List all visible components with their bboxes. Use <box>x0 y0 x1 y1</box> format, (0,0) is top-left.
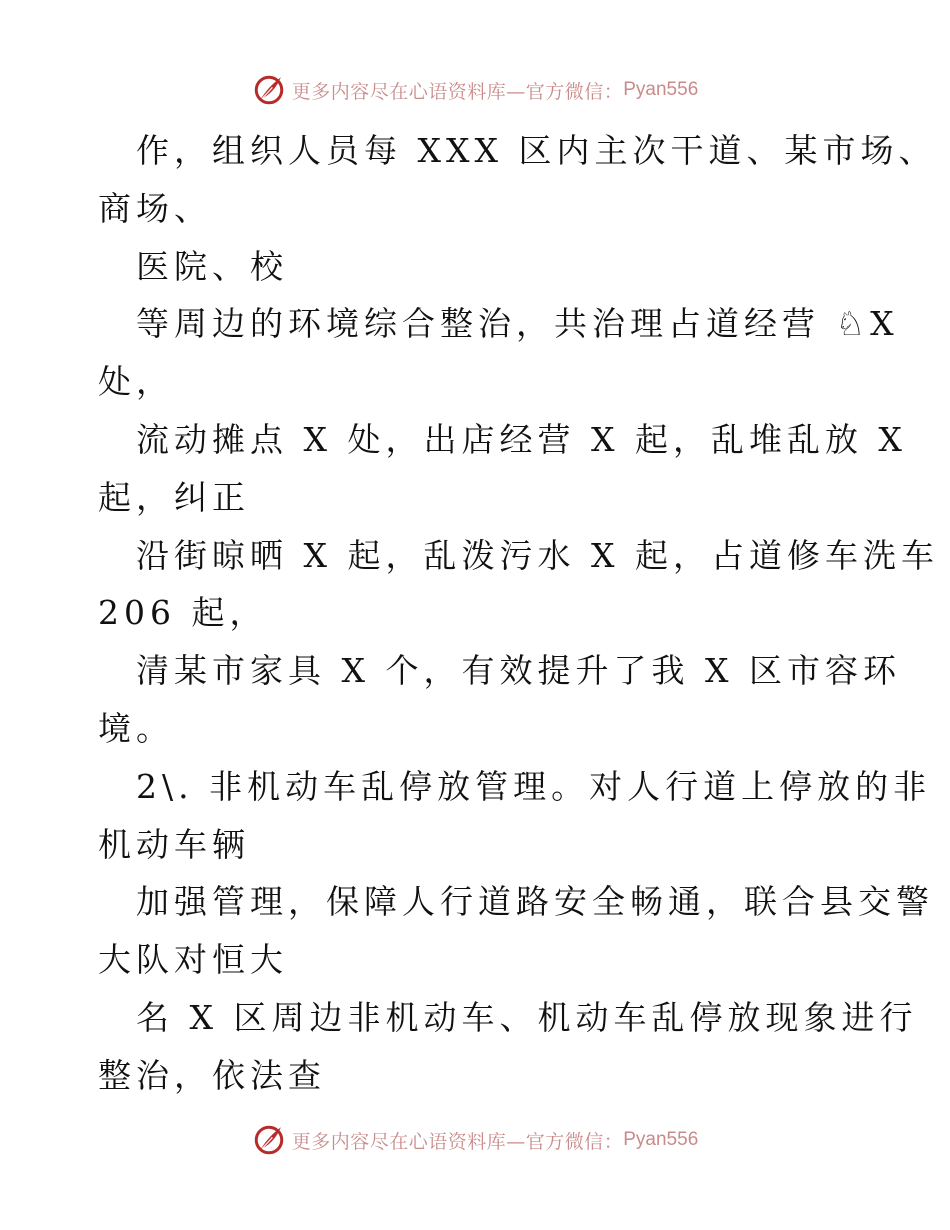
watermark-text: 更多内容尽在心语资料库—官方微信： <box>291 80 624 103</box>
text-line: 206 起， <box>98 593 268 633</box>
footer-watermark <box>0 1120 950 1160</box>
text-line: 名 X 区周边非机动车、机动车乱停放现象进行 <box>136 997 918 1037</box>
text-line: 起，纠正 <box>98 477 250 517</box>
text-line: 2\. 非机动车乱停放管理。对人行道上停放的非 <box>136 766 932 806</box>
text-line: 流动摊点 X 处，出店经营 X 起，乱堆乱放 X <box>136 419 907 459</box>
watermark-wechat-id: Pyan556 <box>623 79 699 100</box>
red-circle-quill-logo-icon <box>252 73 286 107</box>
text-line: 医院、校 <box>136 246 288 286</box>
text-line: 清某市家具 X 个，有效提升了我 X 区市容环 <box>136 651 901 691</box>
text-line: 等周边的环境综合整治，共治理占道经营 ♘X <box>136 304 899 344</box>
text-line: 机动车辆 <box>98 824 250 864</box>
text-line: 整治，依法查 <box>98 1055 326 1095</box>
text-line: 作，组织人员每 XXX 区内主次干道、某市场、 <box>136 131 937 170</box>
text-line: 境。 <box>98 708 174 748</box>
watermark-wechat-id: Pyan556 <box>623 1129 699 1150</box>
header-watermark <box>0 70 950 110</box>
text-line: 商场、 <box>98 188 212 228</box>
text-line: 加强管理，保障人行道路安全畅通，联合县交警 <box>136 882 934 922</box>
text-line: 沿街晾晒 X 起，乱泼污水 X 起，占道修车洗车 <box>136 535 939 575</box>
text-line: 大队对恒大 <box>98 940 288 980</box>
red-circle-quill-logo-icon <box>252 1123 286 1157</box>
text-line: 处， <box>98 362 174 402</box>
document-body <box>98 122 939 1105</box>
watermark-text: 更多内容尽在心语资料库—官方微信： <box>291 1130 624 1153</box>
